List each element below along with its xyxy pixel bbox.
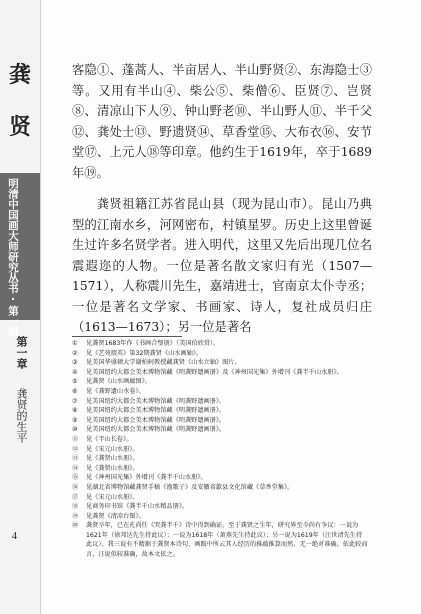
footnote-text: 见《艺苑掇英》第32期龚贤《山水画轴》。 — [86, 349, 203, 357]
footnote-text: 见《龚野遗山水卷》。 — [86, 387, 145, 395]
paragraph-2: 龚贤祖籍江苏省昆山县（现为昆山市）。昆山乃典型的江南水乡，河网密布，村镇星罗。历史上这里曾诞生过许多名贤学者。进入明代，这里又先后出现几位名震遐迩的人物。一位是著名散文家归有光（1507—1571），人称震川先生，嘉靖进士，官南京太仆寺丞；一位是著名文学家、书画家、诗人，复社成员归庄（1613—1673）；另一位是著名 — [72, 197, 372, 334]
rail-name-char-1: 龚 — [8, 62, 31, 88]
main-text — [72, 60, 372, 338]
footnote — [72, 377, 368, 387]
footnote — [72, 349, 368, 359]
footnote-number: ⑱ — [72, 503, 79, 511]
paragraph-1: 客隐①、蓬蒿人、半亩居人、半山野贤②、东海隐士③等。又用有半山④、柴公⑤、柴僧⑥、臣贤⑦、岂贤⑧、清凉山下人⑨、钟山野老⑩、半山野人⑪、半千父⑫、龚处士⑬、野遗贤⑭、草香堂⑮、大布衣⑯、安节堂⑰、上元人⑱等印章。他约生于1619年，卒于1689年⑲。 — [72, 63, 372, 180]
series-title: 明清中国画大师研究丛书·第一辑 — [7, 178, 19, 337]
footnote-number: ④ — [72, 368, 78, 376]
rail-name-char-2: 贤 — [8, 114, 31, 140]
footnote — [72, 483, 368, 493]
footnote-number: ⑯ — [72, 483, 79, 491]
footnote-number: ① — [72, 340, 78, 347]
footnote — [72, 521, 368, 559]
footnote-number: ⑮ — [72, 474, 79, 482]
footnote-number: ⑰ — [72, 493, 79, 501]
footnote-number: ⑳ — [72, 522, 79, 530]
footnote-text: 见《宋元山水册》。 — [86, 445, 139, 453]
footnote-number: ⑩ — [72, 426, 78, 434]
footnote — [72, 339, 368, 349]
footnote-text: 见美国纽约大都会美术博物馆藏《明龚野遗画册》。 — [86, 397, 226, 405]
footnote-number: ⑬ — [72, 455, 79, 463]
footnote-number: ⑫ — [72, 445, 79, 453]
footnote-text: 见美国纽约大都会美术博物馆藏《明龚野遗画册》。 — [86, 426, 226, 434]
chapter-title: 龚贤的生平 — [15, 388, 28, 443]
footnote — [72, 493, 368, 503]
footnote-number: ⑨ — [72, 416, 78, 424]
page-number: 4 — [12, 531, 17, 542]
footnote — [72, 473, 368, 483]
chapter-label: 第一章 — [15, 336, 28, 369]
footnote-number: ⑲ — [72, 512, 79, 520]
footnote — [72, 397, 368, 407]
footnote-text: 见美国纽约大都会美术博物馆藏《明龚野遗画册》。 — [86, 407, 226, 415]
footnote-number: ⑪ — [72, 435, 79, 443]
footnote-text: 见湖北省博物馆藏龚贤手稿《渔歌子》及安徽省歙县文化馆藏《草香堂集》。 — [86, 483, 294, 491]
footnote-text: 见《龚贤山水册》。 — [86, 464, 139, 472]
footnote-text: 见龚贤《清凉台图》。 — [86, 512, 145, 520]
footnote — [72, 435, 368, 445]
footnote-divider — [72, 336, 182, 337]
footnote — [72, 368, 368, 378]
footnote-number: ⑦ — [72, 397, 78, 405]
footnote-text: 见《神州国光集》外增刊《龚半千山水册》。 — [86, 474, 207, 482]
footnote-text: 见龚贤《山水画廊图》。 — [86, 378, 151, 386]
footnote-number: ③ — [72, 359, 78, 367]
footnote — [72, 512, 368, 522]
footnote — [72, 445, 368, 455]
footnote-number: ⑭ — [72, 464, 79, 472]
footnote-text: 见《龚贤山水册》。 — [86, 455, 139, 463]
rail-author-name — [4, 64, 36, 138]
footnote-text: 龚贤卒年，已在孔尚任《哭龚半千》诗中得到确证。至于龚贤之生年，研究界至今尚有争议：一说为1621年（徐邦达先生持此议）；一说为1618年（萧燕先生持此议）；另一说为1619年（汪世清先生持此议）。我三说有不精据于龚贤本诗句、画跋中所云其人经历的推敲推算而然，无一绝对准确。依此较而言，汪说似较准确，故本文依之。 — [86, 522, 368, 559]
footnote — [72, 406, 368, 416]
footnote-text: 见美国华盛顿大学谢柏轲教授藏龚贤《山水立轴》图片。 — [86, 359, 241, 367]
footnote-text: 见美国纽约大都会美术博物馆藏《明龚野遗画册》。 — [86, 416, 226, 424]
footnote — [72, 464, 368, 474]
footnote-text: 见龚贤1683年作《书画合璧册》（美国伯欣赏）。 — [86, 340, 220, 347]
footnote — [72, 425, 368, 435]
footnote-text: 见《半山长卷》。 — [86, 435, 133, 443]
footnote — [72, 454, 368, 464]
footnote-number: ⑧ — [72, 407, 78, 415]
footnote — [72, 358, 368, 368]
footnote — [72, 502, 368, 512]
footnote-number: ⑤ — [72, 378, 78, 386]
footnote — [72, 387, 368, 397]
footnote-number: ⑥ — [72, 387, 78, 395]
footnote-text: 见商务印书馆《龚半千山水精品册》。 — [86, 503, 189, 511]
footnote-text: 见美国纽约大都会美术博物馆藏《明龚野遗画册》及《神州国光集》外增刊《龚半千山水册》。 — [86, 368, 343, 376]
left-rail — [0, 0, 41, 614]
footnote-number: ② — [72, 349, 78, 357]
footnotes — [72, 339, 368, 560]
footnote — [72, 416, 368, 426]
footnote-text: 见《宋元山水册》。 — [86, 493, 139, 501]
